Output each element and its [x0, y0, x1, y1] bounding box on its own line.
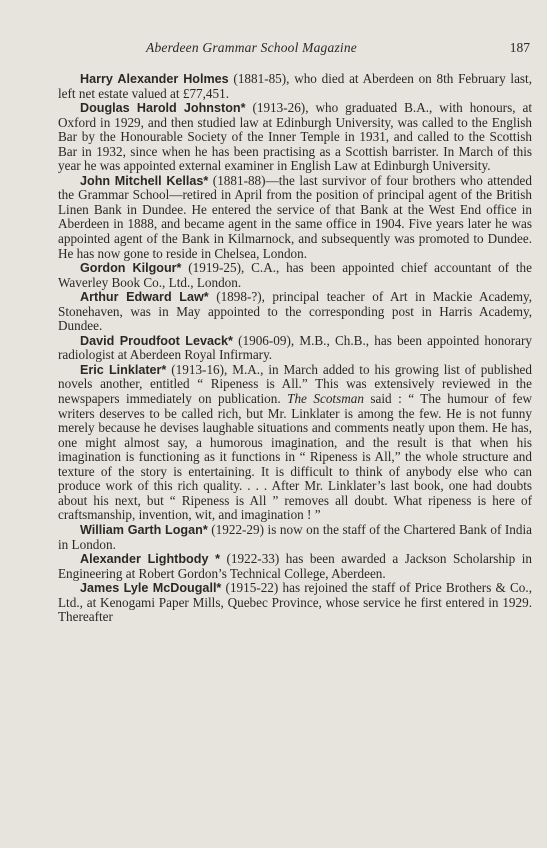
- entry-text: (1915-22) has rejoined the staff of Price Brothers & Co., Ltd., at Kenogami Paper Mills, Quebec Province, whose service he first entered in 1929. Thereafter: [58, 580, 532, 625]
- page-number: 187: [509, 40, 530, 55]
- page-body: [58, 72, 532, 625]
- entry-name: James Lyle McDougall*: [80, 581, 222, 596]
- entry-mcdougall: [58, 581, 532, 625]
- entry-text: (1919-25), C.A., has been appointed chief accountant of the Waverley Book Co., Ltd., London.: [58, 260, 532, 290]
- entry-text: (1898-?), principal teacher of Art in Mackie Academy, Stonehaven, was in May appointed to the corresponding post in Harris Academy, Dundee.: [58, 289, 533, 334]
- entry-text: (1913-26), who graduated B.A., with honours, at Oxford in 1929, and then studied law at Edinburgh University, was called to the English Bar by the Honourable Society of the Inner Temple in 1931, and called to the Scottish Bar in 1932, since when he has been practising as a Scottish barrister. In March of this year he was appointed external examiner in English Law at Edinburgh University.: [58, 100, 532, 174]
- entry-lightbody: [58, 552, 532, 581]
- entry-linklater: [58, 363, 532, 523]
- entry-text: (1922-29) is now on the staff of the Chartered Bank of India in London.: [58, 521, 532, 552]
- entry-text: (1913-16), M.A., in March added to his growing list of published novels another, entitled “ Ripeness is All.” This was extensively reviewed in the newspapers immediately on publication.: [58, 361, 532, 407]
- entry-levack: [58, 334, 532, 363]
- entry-name: Gordon Kilgour*: [80, 261, 182, 276]
- entry-kellas: [58, 174, 532, 261]
- entry-name: Harry Alexander Holmes: [80, 72, 229, 86]
- entry-name: Alexander Lightbody *: [80, 552, 221, 567]
- entry-text: (1906-09), M.B., Ch.B., has been appointed honorary radiologist at Aberdeen Royal Infirmary.: [58, 332, 533, 363]
- entry-text: (1922-33) has been awarded a Jackson Scholarship in Engineering at Robert Gordon’s Technical College, Aberdeen.: [58, 551, 532, 581]
- page-header: [58, 40, 532, 60]
- entry-text: (1881-88)—the last survivor of four brothers who attended the Grammar School—retired in April from the position of principal agent of the British Linen Bank in Dundee. He entered the service of that Bank at the West End office in Aberdeen in 1888, and became agent in the same office in 1904. Five years later he was appointed agent of the Bank in Kilmarnock, and subsequently was promoted to Dundee. He has now gone to reside in Chelsea, London.: [58, 172, 532, 261]
- entry-law: [58, 290, 532, 334]
- entry-name: David Proudfoot Levack*: [80, 333, 233, 348]
- entry-name: Arthur Edward Law*: [80, 290, 209, 305]
- entry-name: Douglas Harold Johnston*: [80, 101, 246, 116]
- entry-text: said : “ The humour of few writers deserves to be called rich, but Mr. Linklater is among the few. He is not funny merely because he devises laughable situations and comments neatly upon them. He has, one might almost say, a humorous imagination, and the result is that when his imagination is functioning as it functions in “ Ripeness is All,” the whole structure and texture of the story is entertaining. It is difficult to think of anybody else who can produce work of this rich quality. . . . After Mr. Linklater’s last book, one had doubts about his next, but “ Ripeness is All ” removes all doubt. What ripeness is here of craftsmanship, invention, wit, and imagination ! ”: [58, 391, 532, 523]
- entry-text: (1881-85), who died at Aberdeen on 8th February last, left net estate valued at £77,451.: [58, 71, 533, 101]
- entry-logan: [58, 523, 532, 552]
- running-head: Aberdeen Grammar School Magazine: [146, 40, 357, 55]
- entry-name: William Garth Logan*: [80, 522, 208, 537]
- entry-johnston: [58, 101, 532, 174]
- entry-holmes: [58, 72, 532, 101]
- entry-kilgour: [58, 261, 532, 290]
- entry-name: John Mitchell Kellas*: [80, 173, 209, 188]
- newspaper-title: The Scotsman: [287, 391, 364, 407]
- entry-name: Eric Linklater*: [80, 362, 167, 377]
